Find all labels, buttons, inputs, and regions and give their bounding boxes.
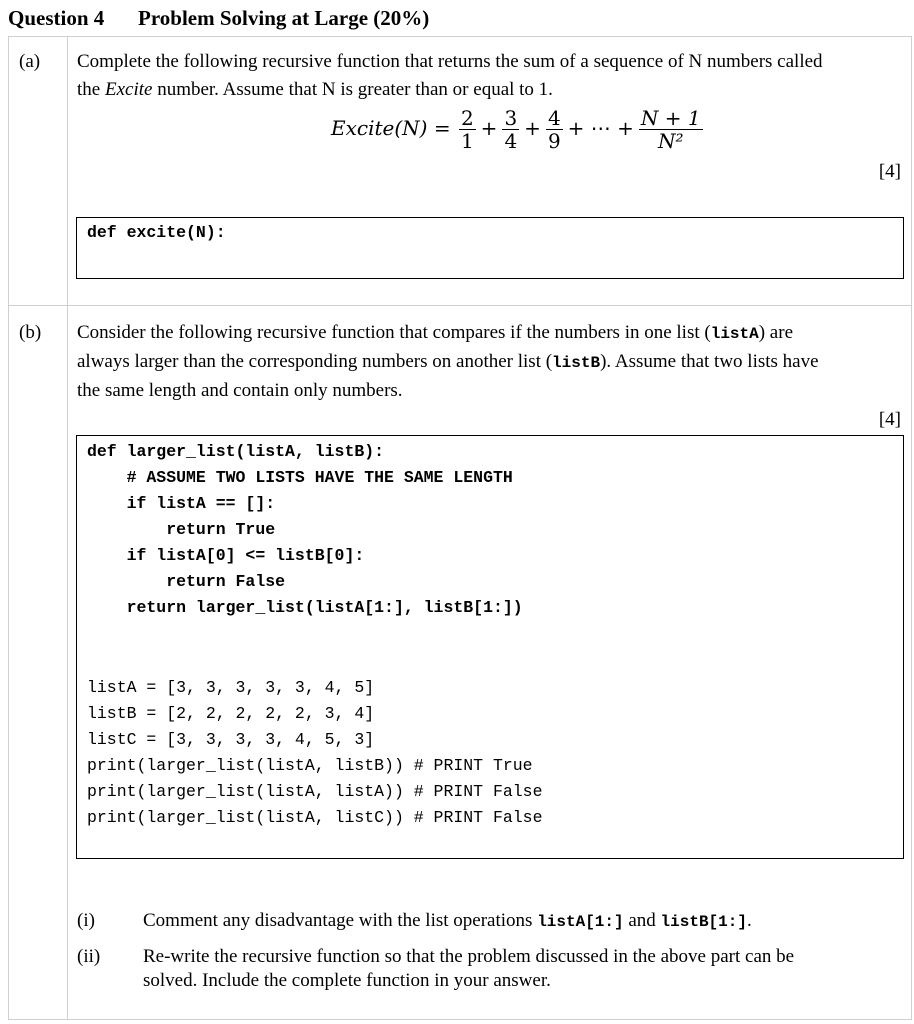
inline-code-listB: listB (552, 354, 601, 372)
sub-i-text (143, 909, 752, 934)
code-line: if listA[0] <= listB[0]: (87, 546, 365, 565)
part-b-line2-pre: always larger than the corresponding numbers on another list ( (77, 351, 553, 372)
part-a-line1: Complete the following recursive function that returns the sum of a sequence of N numbers called (77, 51, 823, 72)
code-line: print(larger_list(listA, listA)) # PRINT False (87, 782, 543, 801)
sub-ii-label: (ii) (77, 946, 101, 967)
sub-i-mid: and (623, 910, 661, 931)
fraction-3-num: 4 (547, 106, 561, 130)
code-line: if listA == []: (87, 494, 276, 513)
part-b-text (77, 319, 819, 405)
inline-code-listA: listA (710, 325, 759, 343)
fraction-term-last (639, 107, 703, 152)
code-line: def larger_list(listA, listB): (87, 442, 385, 461)
question-number: Question 4 (8, 6, 105, 30)
fraction-term-2 (502, 107, 519, 152)
code-line: print(larger_list(listA, listB)) # PRINT True (87, 756, 533, 775)
fraction-term-3 (546, 107, 563, 152)
sub-i-label: (i) (77, 910, 95, 931)
part-b-line2-post: ). Assume that two lists have (600, 351, 819, 372)
inline-code-listB-slice: listB[1:] (660, 913, 747, 931)
part-a-label: (a) (19, 51, 41, 72)
sub-ii-line2: solved. Include the complete function in your answer. (143, 970, 551, 991)
code-box-b (76, 435, 904, 859)
part-a-line2-post: number. Assume that N is greater than or equal to 1. (152, 79, 553, 100)
part-a-line2-pre: the (77, 79, 105, 100)
fraction-term-1 (459, 107, 476, 152)
sub-ii-text (143, 945, 794, 993)
sub-i-post: . (746, 910, 752, 931)
code-line: listA = [3, 3, 3, 3, 3, 4, 5] (87, 678, 375, 697)
fraction-1-num: 2 (460, 106, 474, 130)
inline-code-listA-slice: listA[1:] (537, 913, 624, 931)
plus-op: + (480, 116, 498, 140)
part-b-line1-post: ) are (758, 322, 794, 343)
code-line: return False (87, 572, 286, 591)
question-table (8, 36, 912, 1020)
part-b-label: (b) (19, 322, 42, 343)
fraction-3-den: 9 (547, 129, 561, 153)
fraction-1-den: 1 (460, 129, 474, 153)
code-stub: def excite(N): (87, 223, 226, 242)
code-line: listB = [2, 2, 2, 2, 2, 3, 4] (87, 704, 375, 723)
code-line: print(larger_list(listA, listC)) # PRINT False (87, 808, 543, 827)
question-title: Problem Solving at Large (20%) (138, 6, 430, 30)
fraction-last-den: N² (657, 129, 684, 153)
part-b-line3: the same length and contain only numbers. (77, 380, 403, 401)
part-b-line1-pre: Consider the following recursive function that compares if the numbers in one list ( (77, 322, 711, 343)
code-line: return True (87, 520, 276, 539)
part-b-marks: [4] (878, 409, 901, 430)
code-line: return larger_list(listA[1:], listB[1:]) (87, 598, 523, 617)
sub-ii-line1: Re-write the recursive function so that the problem discussed in the above part can be (143, 946, 795, 967)
code-line: listC = [3, 3, 3, 3, 4, 5, 3] (87, 730, 375, 749)
plus-op: + (524, 116, 541, 140)
formula-lhs: Excite(N) = (331, 116, 451, 140)
ellipsis-op: + ⋯ + (567, 116, 634, 140)
sub-i-pre: Comment any disadvantage with the list operations (143, 910, 538, 931)
part-a-text (77, 48, 823, 104)
column-divider (67, 37, 68, 1019)
part-a-marks: [4] (878, 161, 901, 182)
question-heading (8, 6, 429, 31)
part-a-line2 (77, 76, 823, 104)
part-b-line2 (77, 348, 819, 377)
excite-italic: Excite (104, 79, 153, 100)
code-line: # ASSUME TWO LISTS HAVE THE SAME LENGTH (87, 468, 513, 487)
row-divider (9, 305, 911, 306)
code-box-a[interactable] (76, 217, 904, 279)
fraction-last-num: N + 1 (640, 106, 701, 130)
fraction-2-den: 4 (504, 129, 518, 153)
part-b-line1 (77, 319, 819, 348)
excite-formula (331, 107, 705, 152)
fraction-2-num: 3 (504, 106, 518, 130)
